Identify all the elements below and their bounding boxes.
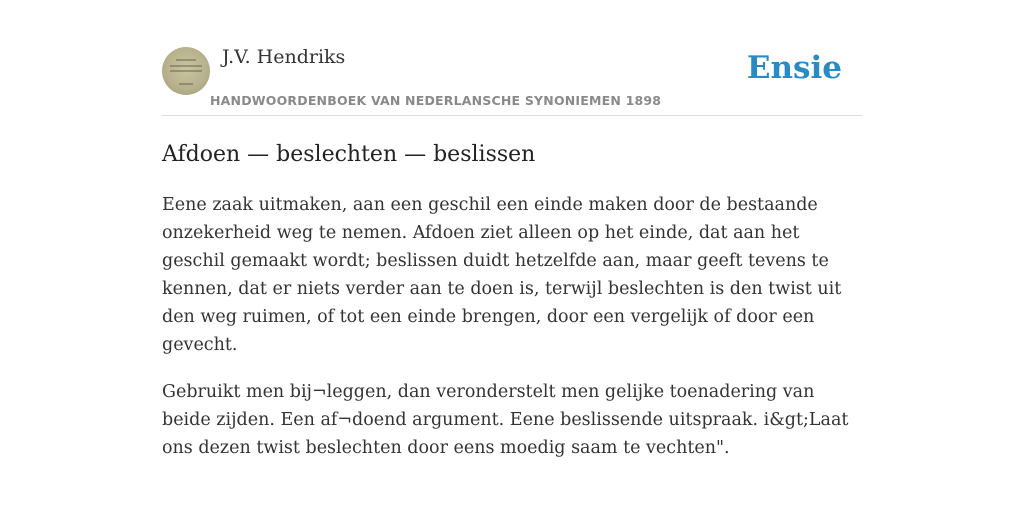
- author-name[interactable]: J.V. Hendriks: [222, 46, 346, 68]
- avatar-text-line: [176, 59, 196, 61]
- entry-paragraph: Eene zaak uitmaken, aan een geschil een einde maken door de bestaande onzekerheid weg te nemen. Afdoen ziet alleen op het einde, dat aan het geschil gemaakt wordt; beslissen duidt hetzelfde aan, maar geeft tevens te kennen, dat er niets verder aan te doen is, terwijl beslechten is den twist uit den weg ruimen, of tot een einde brengen, door een vergelijk of door een gevecht.: [162, 195, 842, 355]
- source-title[interactable]: HANDWOORDENBOEK VAN NEDERLANSCHE SYNONIEMEN 1898: [210, 93, 662, 108]
- brand-logo[interactable]: Ensie: [746, 50, 842, 86]
- avatar-text-line: [179, 83, 193, 85]
- entry-card: [162, 40, 862, 462]
- avatar-text-line: [170, 65, 202, 67]
- entry-paragraph: Gebruikt men bij¬leggen, dan veronderstelt men gelijke toenadering van beide zijden. Een af¬doend argument. Eene beslissende uitspraak. i&gt;Laat ons dezen twist beslechten door eens moedig saam te vechten".: [162, 382, 849, 458]
- avatar-text-line: [170, 70, 202, 72]
- entry-header: [162, 40, 862, 116]
- entry-title: Afdoen — beslechten — beslissen: [162, 142, 536, 167]
- source-avatar[interactable]: [162, 47, 210, 95]
